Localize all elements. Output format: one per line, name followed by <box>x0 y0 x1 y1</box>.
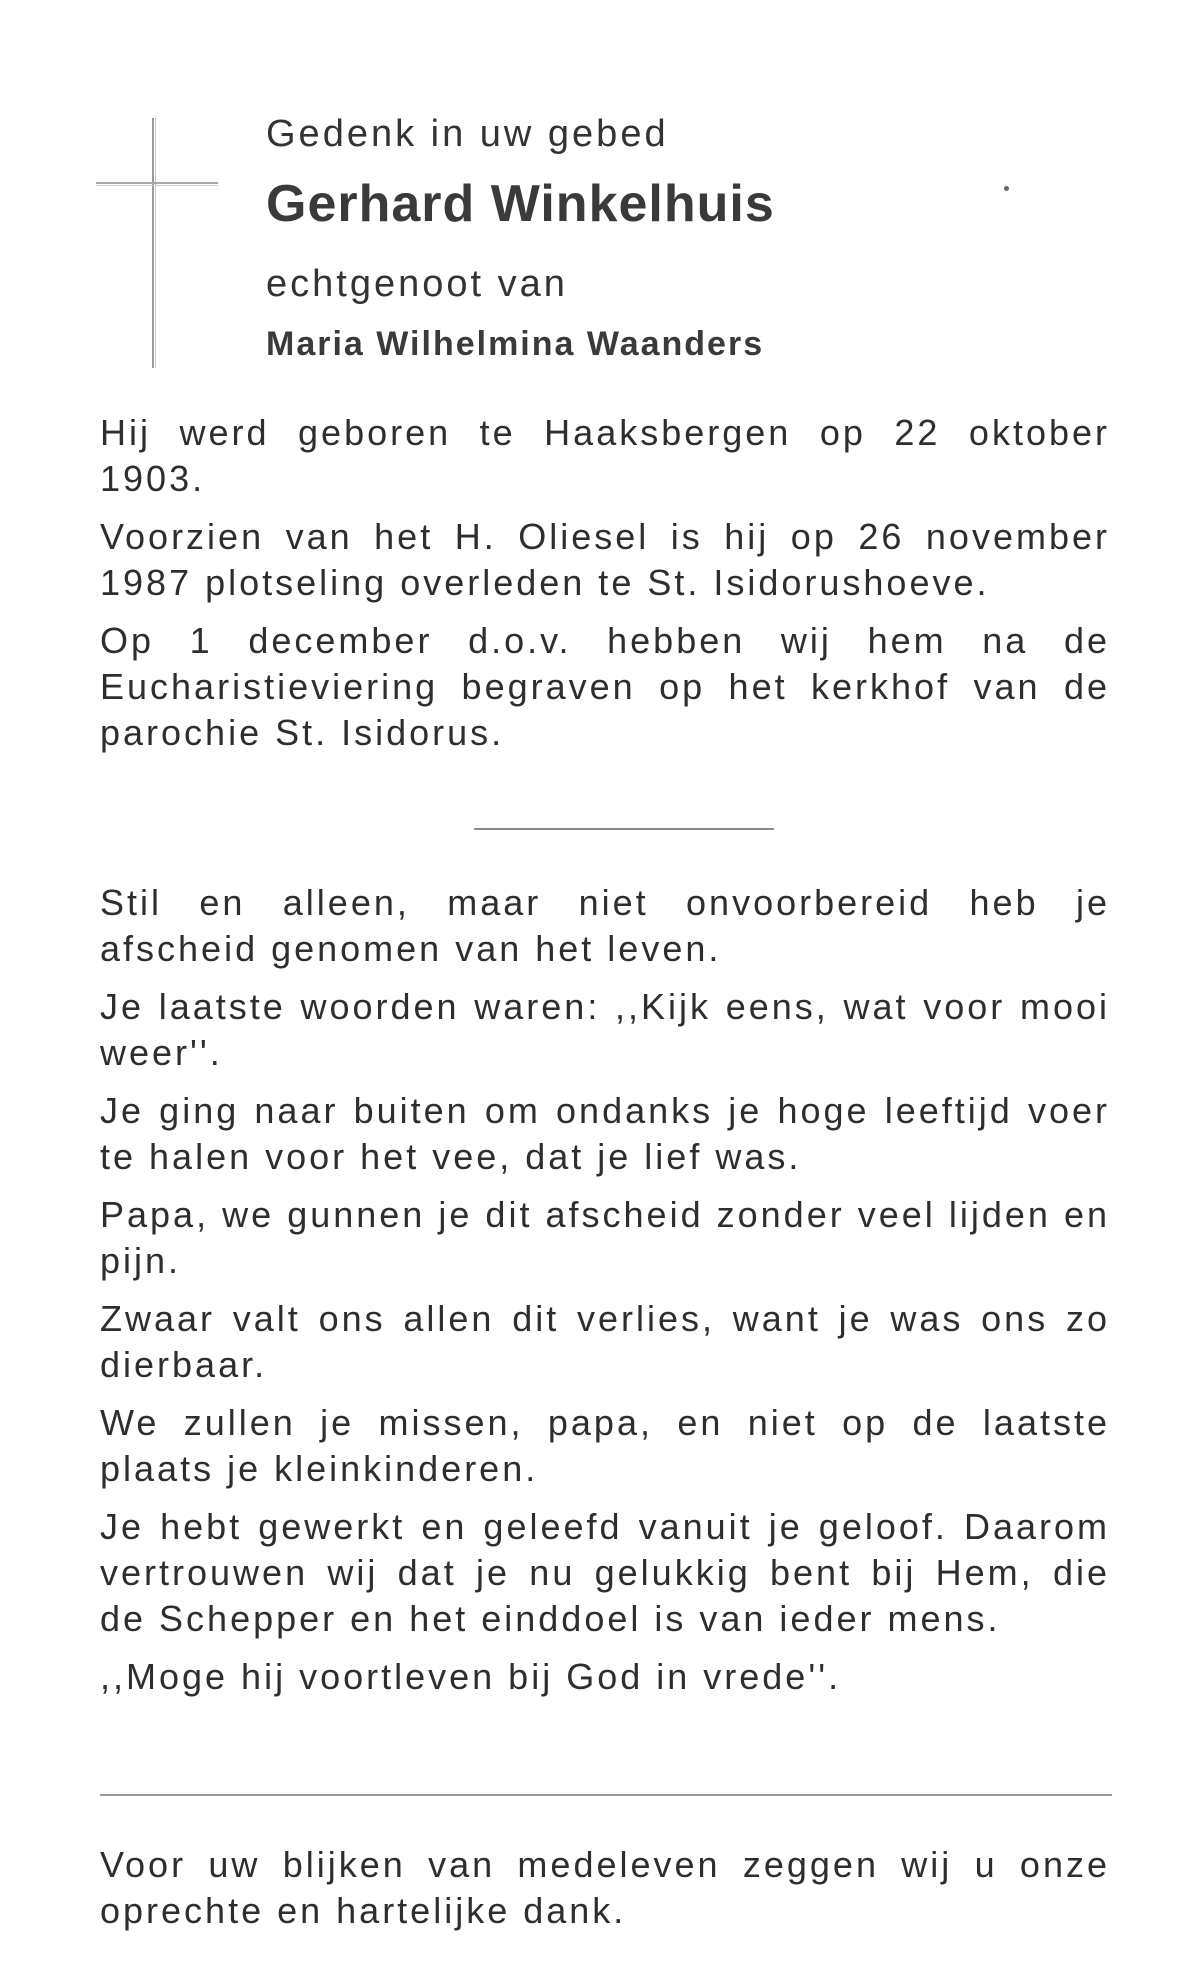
spouse-name: Maria Wilhelmina Waanders <box>266 325 765 363</box>
spouse-label: echtgenoot van <box>266 263 568 305</box>
biography-section <box>100 410 1110 768</box>
bio-paragraph: Voorzien van het H. Oliesel is hij op 26 november 1987 plotseling overleden te St. Isidorushoeve. <box>100 516 1110 603</box>
thanks-section <box>100 1842 1110 1946</box>
tribute-paragraph: Je laatste woorden waren: ,,Kijk eens, wat voor mooi weer''. <box>100 986 1110 1073</box>
card-header <box>266 106 1066 368</box>
tribute-paragraph: Zwaar valt ons allen dit verlies, want je was ons zo dierbaar. <box>100 1298 1110 1385</box>
bio-paragraph: Hij werd geboren te Haaksbergen op 22 oktober 1903. <box>100 412 1110 499</box>
tribute-paragraph: Je hebt gewerkt en geleefd vanuit je geloof. Daarom vertrouwen wij dat je nu gelukkig bent bij Hem, die de Schepper en het einddoel is van ieder mens. <box>100 1506 1110 1639</box>
section-divider <box>100 1794 1112 1796</box>
bio-paragraph: Op 1 december d.o.v. hebben wij hem na de Eucharistieviering begraven op het kerkhof van de parochie St. Isidorus. <box>100 620 1110 753</box>
tribute-paragraph: Stil en alleen, maar niet onvoorbereid heb je afscheid genomen van het leven. <box>100 882 1110 969</box>
tribute-paragraph: ,,Moge hij voortleven bij God in vrede''. <box>100 1656 842 1697</box>
cross-icon-vertical <box>152 118 156 368</box>
deceased-name: Gerhard Winkelhuis <box>266 175 775 233</box>
cross-icon-horizontal <box>96 182 218 186</box>
section-divider <box>474 828 774 830</box>
thanks-paragraph: Voor uw blijken van medeleven zeggen wij u onze oprechte en hartelijke dank. <box>100 1844 1110 1931</box>
tribute-paragraph: Papa, we gunnen je dit afscheid zonder veel lijden en pijn. <box>100 1194 1110 1281</box>
tribute-paragraph: We zullen je missen, papa, en niet op de laatste plaats je kleinkinderen. <box>100 1402 1110 1489</box>
prayer-line: Gedenk in uw gebed <box>266 113 669 155</box>
tribute-section <box>100 880 1110 1712</box>
tribute-paragraph: Je ging naar buiten om ondanks je hoge leeftijd voer te halen voor het vee, dat je lief was. <box>100 1090 1110 1177</box>
